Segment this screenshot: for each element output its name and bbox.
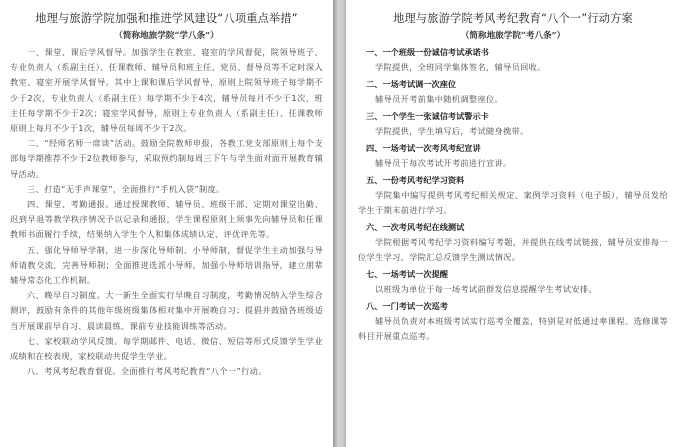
left-paragraph-2: 二、“经师名师一席谈”活动。鼓励全院教师申报，各教工党支部原则上每个支部每学期推荐不少于2位教师参与，采取预约制每周三下午与学生面对面开展教育辅导活动。: [10, 138, 323, 179]
left-paragraph-4: 四、课堂、考勤通报。通过授课教师、辅导员、班级干部、定期对课堂出勤、迟到早退等教学秩序情况予以记录和通报，学生课程原则上须事先向辅导员和任课教师书面履行手续，结果纳入学生个人和集体成绩认定、评优评先等。: [10, 199, 323, 240]
right-item-heading-1: 一、一个班级一份诚信考试承诺书: [366, 47, 489, 57]
left-paragraph-3: 三、打造“无手声课堂”，全面推行“手机入袋”制度。: [27, 183, 225, 194]
right-item-body-6: 学院根据考风考纪学习资料编写考题，并提供在线考试链接，辅导员安排每一位学生学习，学院汇总反馈学生测试情况。: [358, 237, 668, 262]
right-item-heading-8: 八、一门考试一次巡考: [366, 301, 448, 311]
page-gutter: [333, 0, 346, 447]
left-paragraph-8: 八、考风考纪教育督促。全面推行考风考纪教育“八个一”行动。: [27, 366, 267, 377]
right-item-heading-7: 七、一场考试一次提醒: [366, 269, 448, 279]
right-item-body-8: 辅导员负责对本班级考试实行巡考全覆盖，特别是对低通过率课程、选修课等科目开展重点巡考。: [358, 316, 668, 341]
right-item-heading-4: 四、一场考试一次考风考纪宣讲: [366, 143, 481, 153]
left-page-subtitle: （简称地旅学院“学八条”）: [114, 31, 219, 41]
left-paragraph-7: 七、家校联动学风反馈。每学期邮件、电话、微信、短信等形式反馈学生学业成绩和在校表现，家校联动共促学生学业。: [10, 335, 323, 362]
left-paragraph-1: 一、课堂、课后学风督导。加强学生在教室、寝室的学风督促，院领导班子、专业负责人（系副主任）、任课教师、辅导员和班主任、党员、督导员等不定时深入教室、寝室开展学风督导。其中上课和课后学风督导，原则上院领导班子每学期不少于2次，专业负责人（系副主任）每学期不少于4次，辅导员每月不少于1次，班主任每学期不少于2次；寝室学风督导，原则上专业负责人（系副主任）、任课教师原则上每月不少于1次，辅导员每周不少于2次。: [10, 47, 323, 134]
right-item-body-5: 学院集中编写提供考风考纪相关规定、案例学习资料（电子版），辅导员发给学生于期末前进行学习。: [358, 190, 668, 215]
left-page-title: 地理与旅游学院加强和推进学风建设“八项重点举措”: [35, 12, 298, 25]
right-item-body-1: 学院提供，全班同学集体签名，辅导员回收。: [375, 62, 546, 72]
left-document-page: [0, 0, 333, 447]
right-item-body-2: 辅导员开考前集中随机调整座位。: [375, 94, 504, 104]
right-item-heading-6: 六、一次考风考纪在线测试: [366, 222, 465, 232]
right-document-page: [346, 0, 680, 447]
left-paragraph-6: 六、晚早自习制度。大一新生全面实行早晚自习制度，考勤情况纳入学生综合测评，鼓励有条件的其他年级班级集体相对集中开展晚自习；提倡并鼓励各班级适当开展课前早自习、晨读晨练、课前专业技能训练等活动。: [10, 290, 323, 331]
right-item-heading-3: 三、一个学生一张诚信考试警示卡: [366, 111, 489, 121]
right-item-body-7: 以班级为单位于每一场考试前群发信息提醒学生考试安排。: [375, 284, 597, 294]
left-paragraph-5: 五、强化导师导学制，进一步深化导师制、小导师制，督促学生主动加强与导师请教交流，完善导师制；全面推进选派小导师，加强小导师培训指导，建立朋辈辅导常态化工作机制。: [10, 244, 323, 286]
right-item-body-4: 辅导员于每次考试开考前进行宣讲。: [375, 158, 512, 168]
right-page-title: 地理与旅游学院考风考纪教育“八个一”行动方案: [393, 12, 633, 25]
right-item-heading-2: 二、一场考试调一次座位: [366, 79, 457, 89]
right-page-subtitle: （简称地旅学院“考八条”）: [460, 31, 566, 41]
right-item-heading-5: 五、一份考风考纪学习资料: [366, 175, 465, 185]
right-item-body-3: 学院提供，学生填写后，考试随身携带。: [375, 126, 529, 136]
